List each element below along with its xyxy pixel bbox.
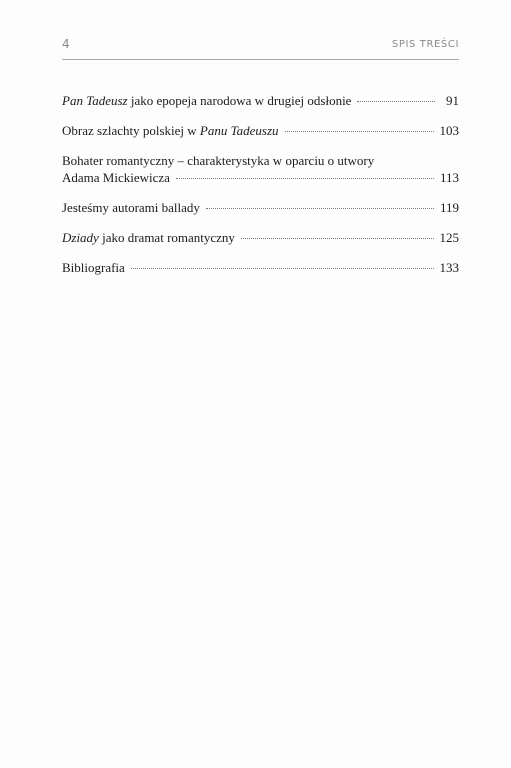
toc-entry-title-line1: Bohater romantyczny – charakterystyka w oparciu o utwory [62,153,375,168]
toc-entry-title [62,122,279,139]
section-title: SPIS TREŚCI [391,39,459,50]
toc-entry-title-rest: jako dramat romantyczny [98,230,235,245]
toc-entry-title [62,229,235,246]
dot-leader [176,178,434,179]
page-number: 4 [62,37,70,51]
toc-entry[interactable] [62,122,459,139]
toc-entry-title-rest: Obraz szlachty polskiej w [62,123,200,138]
toc-entry-title-italic: Dziady [62,230,99,245]
toc-entry-title-italic: Panu Tadeuszu [199,123,279,138]
toc-entry[interactable] [62,199,459,216]
toc-entry-title: Bibliografia [62,260,125,275]
toc-entry[interactable] [62,152,459,186]
toc-page-number: 125 [439,230,459,245]
toc-entry-title: Jesteśmy autorami ballady [62,200,200,215]
dot-leader [357,101,435,102]
toc-entry[interactable] [62,229,459,246]
table-of-contents [62,92,459,289]
toc-entry[interactable] [62,259,459,276]
toc-page-number: 103 [439,123,459,138]
dot-leader [285,131,434,132]
toc-page-number: 133 [439,260,459,275]
dot-leader [131,268,434,269]
toc-entry-title: Adama Mickiewicza [62,170,170,185]
toc-page-number: 119 [439,200,459,215]
toc-entry-title [62,92,351,109]
toc-entry-title-italic: Pan Tadeusz [62,93,128,108]
toc-entry[interactable] [62,92,459,109]
dot-leader [241,238,434,239]
toc-page-number: 113 [439,170,459,185]
toc-page-number: 91 [446,93,459,108]
dot-leader [206,208,434,209]
toc-entry-title-rest: jako epopeja narodowa w drugiej odsłonie [127,93,352,108]
page-header [62,35,459,60]
